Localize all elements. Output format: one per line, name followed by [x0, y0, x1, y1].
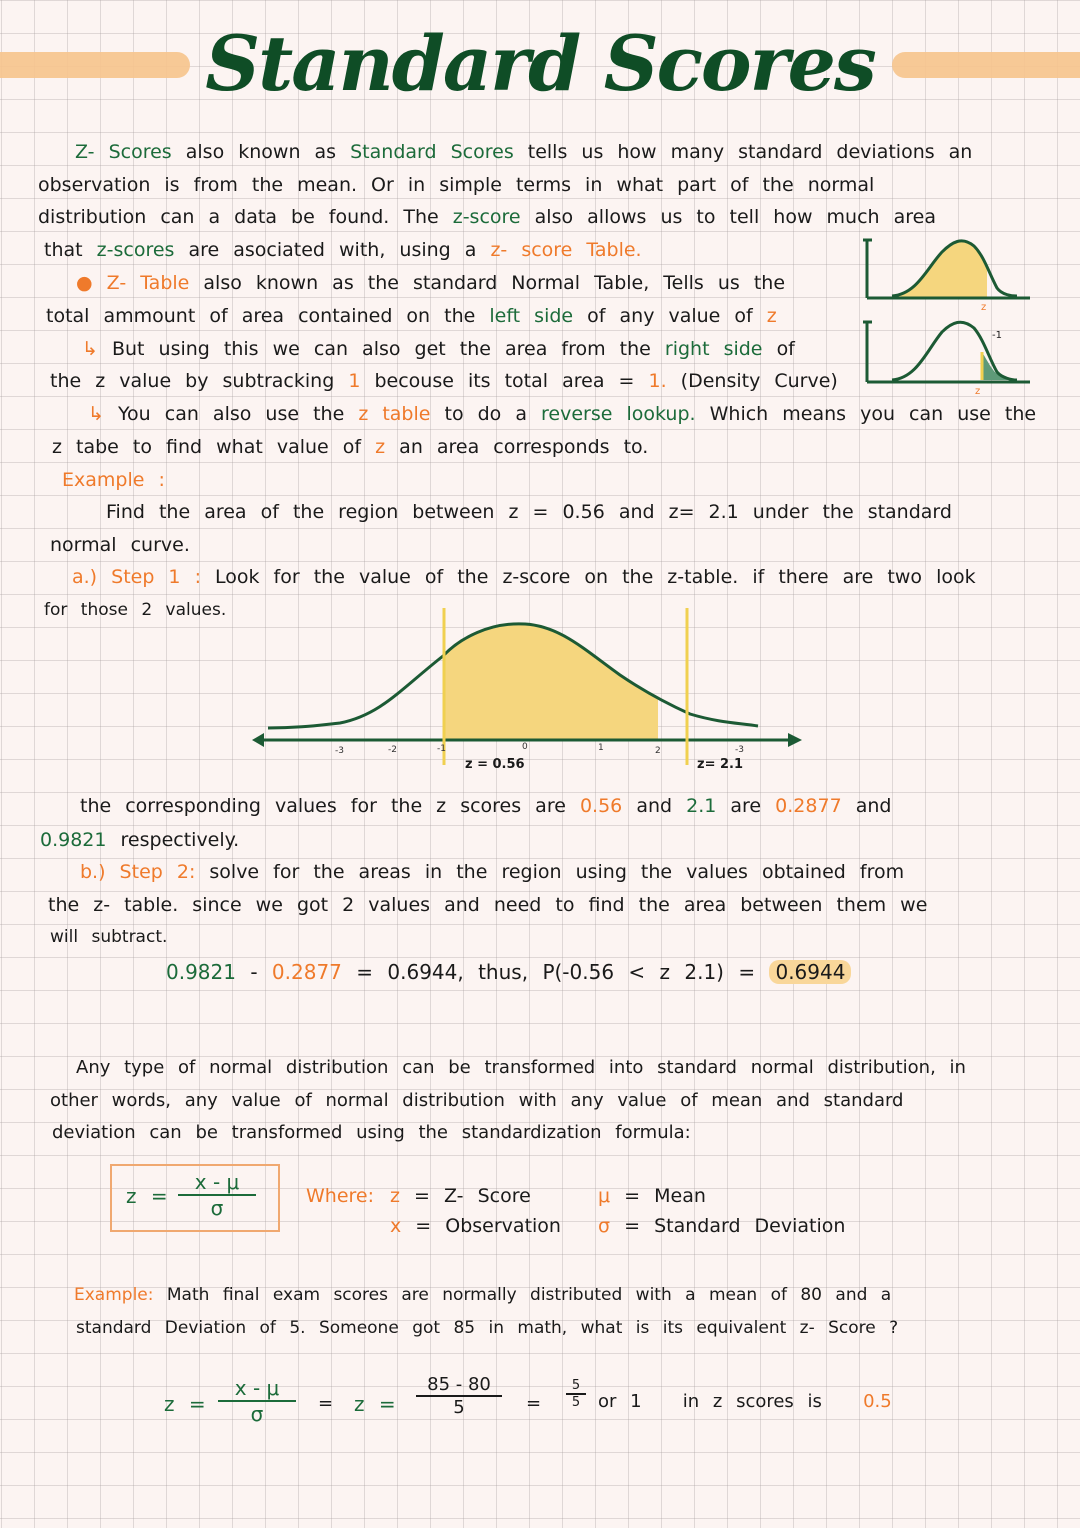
example2-answer: 0.5	[863, 1391, 892, 1412]
intro-line-2: observation is from the mean. Or in simple terms in what part of the normal	[38, 174, 875, 196]
def-x: x = Observation	[390, 1215, 561, 1237]
bullet-icon: ●	[76, 272, 93, 294]
example2-line-1: Example: Math final exam scores are normally distributed with a mean of 80 and a	[74, 1285, 892, 1305]
svg-text:z: z	[975, 386, 981, 397]
example2-tail: or 1 in z scores is 0.5	[598, 1391, 892, 1412]
step2-line-3: will subtract.	[50, 927, 168, 947]
transform-line-3: deviation can be transformed using the standardization formula:	[52, 1122, 691, 1143]
right-z-marker: z= 2.1	[697, 757, 744, 772]
svg-text:0: 0	[522, 742, 528, 752]
step1-line-1: a.) Step 1 : Look for the value of the z-score on the z-table. if there are two look	[72, 566, 976, 588]
left-title-band	[0, 52, 190, 78]
transform-line-2: other words, any value of normal distribution with any value of mean and standard	[50, 1090, 904, 1111]
where-label: Where:	[306, 1185, 375, 1207]
svg-text:-3: -3	[735, 745, 744, 755]
left-area-mini-chart	[862, 238, 1032, 313]
step2-line-2: the z- table. since we got 2 values and need to find the area between them we	[48, 894, 928, 916]
left-z-marker: z = 0.56	[465, 757, 525, 772]
example2-formula-fraction: $\frac{x - \mu}{\sigma}$	[218, 1376, 296, 1426]
svg-text:-3: -3	[335, 746, 344, 756]
example2-eq1: =	[318, 1393, 334, 1414]
transform-line-1: Any type of normal distribution can be transformed into standard normal distribution, in	[76, 1057, 966, 1078]
ztable-line-4: the z value by subtracking 1 becouse its total area = 1. (Density Curve)	[50, 370, 838, 392]
result-line-1: the corresponding values for the z scores are 0.56 and 2.1 are 0.2877 and	[80, 795, 892, 817]
ztable-line-2: total ammount of area contained on the left side of any value of z	[46, 305, 777, 327]
ztable-line-3: ↳ But using this we can also get the area from the right side of	[82, 338, 795, 360]
example2-simplified-fraction: $\frac{5}{5}$	[566, 1378, 586, 1410]
svg-text:z: z	[981, 302, 987, 313]
arrow-icon: ↳	[82, 338, 98, 360]
formula-lhs: z =	[126, 1184, 168, 1208]
def-sigma: σ = Standard Deviation	[598, 1215, 846, 1237]
intro-line-3: distribution can a data be found. The z-score also allows us to tell how much area	[38, 206, 936, 228]
example2-lhs: z =	[164, 1392, 206, 1416]
def-mu: μ = Mean	[598, 1185, 706, 1207]
term-standard-scores: Standard Scores	[350, 141, 514, 163]
right-area-mini-chart	[862, 318, 1032, 397]
calc-line: 0.9821 - 0.2877 = 0.6944, thus, P(-0.56 < z 2.1) = 0.6944	[166, 960, 851, 984]
example2-values-fraction: $\frac{85 - 80}{5}$	[416, 1374, 502, 1418]
example1-question-2: normal curve.	[50, 534, 190, 556]
example2-line-2: standard Deviation of 5. Someone got 85 in math, what is its equivalent z- Score ?	[76, 1318, 899, 1338]
example2-eq2: =	[526, 1393, 542, 1414]
term-z-scores: Z- Scores	[75, 141, 172, 163]
svg-text:-1: -1	[992, 330, 1002, 341]
step1-line-2: for those 2 values.	[44, 600, 227, 620]
example2-z2: z =	[354, 1392, 396, 1416]
normal-curve-chart	[250, 600, 810, 780]
example-label: Example :	[62, 469, 165, 491]
ztable-line-1: ● Z- Table also known as the standard Normal Table, Tells us the	[76, 272, 786, 294]
example1-question-1: Find the area of the region between z = 0.56 and z= 2.1 under the standard	[106, 501, 952, 523]
page-title: Standard Scores	[205, 19, 875, 108]
step2-line-1: b.) Step 2: solve for the areas in the region using the values obtained from	[80, 861, 905, 883]
svg-text:-1: -1	[437, 744, 446, 754]
svg-text:2: 2	[655, 746, 661, 756]
def-z: z = Z- Score	[390, 1185, 531, 1207]
ztable-line-6: z tabe to find what value of z an area corresponds to.	[52, 436, 649, 458]
highlighted-answer: 0.6944	[769, 960, 851, 984]
intro-line-1: Z- Scores also known as Standard Scores tells us how many standard deviations an	[75, 141, 973, 163]
ztable-line-5: ↳ You can also use the z table to do a reverse lookup. Which means you can use the	[88, 403, 1037, 425]
svg-text:-2: -2	[388, 745, 397, 755]
result-line-2: 0.9821 respectively.	[40, 829, 240, 851]
intro-line-4: that z-scores are asociated with, using a z- score Table.	[44, 239, 642, 261]
right-title-band	[892, 52, 1080, 78]
arrow-icon: ↳	[88, 403, 104, 425]
svg-text:1: 1	[598, 743, 604, 753]
formula-fraction: $\frac{x - \mu}{\sigma}$	[178, 1170, 256, 1220]
